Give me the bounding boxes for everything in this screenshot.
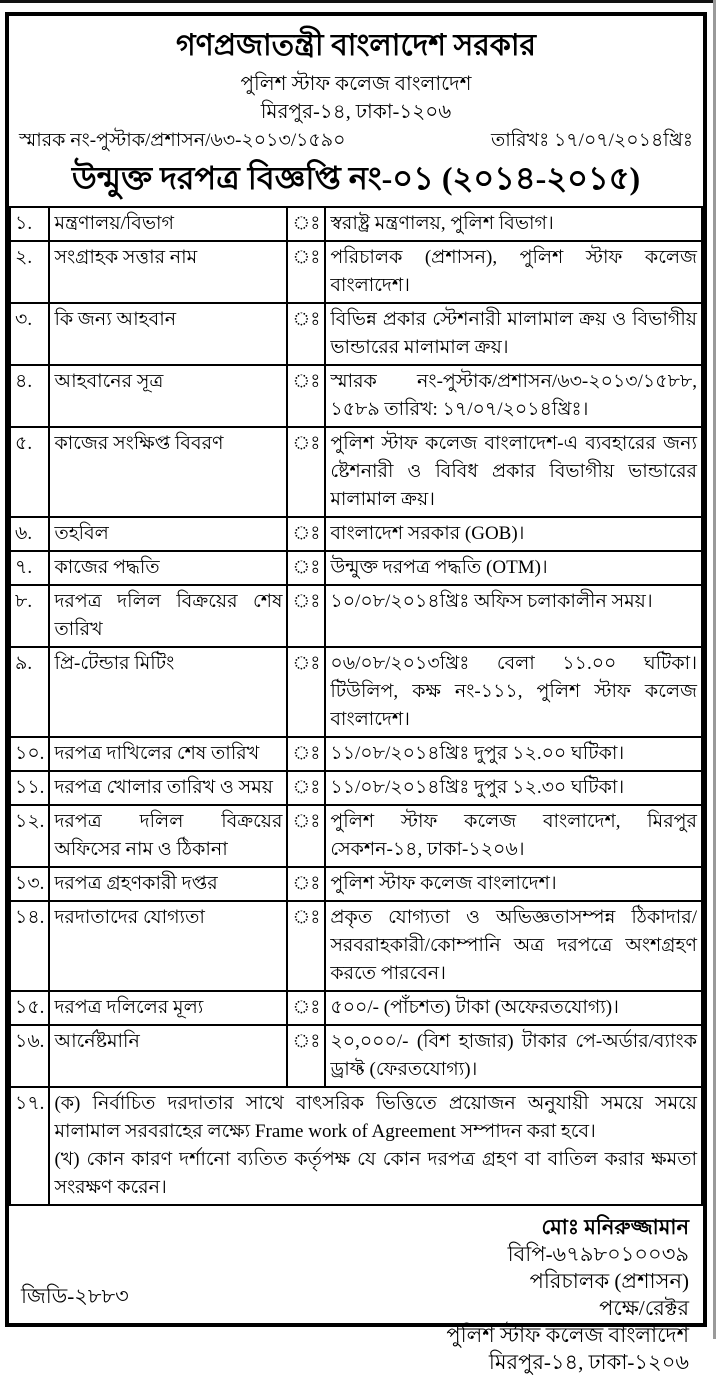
row-colon: ঃ bbox=[287, 517, 325, 551]
row-label: কাজের পদ্ধতি bbox=[49, 551, 287, 585]
row-serial: ১৬. bbox=[10, 1025, 49, 1087]
document-header bbox=[9, 16, 703, 126]
row-label: দরপত্র দলিল বিক্রয়ের শেষ তারিখ bbox=[49, 585, 287, 647]
row-value: ২০,০০০/- (বিশ হাজার) টাকার পে-অর্ডার/ব্যাংক ড্রাফ্ট (ফেরতযোগ্য)। bbox=[325, 1025, 702, 1087]
row-label: দরপত্র দলিল বিক্রয়ের অফিসের নাম ও ঠিকানা bbox=[49, 805, 287, 867]
row-label: দরপত্র দলিলের মূল্য bbox=[49, 991, 287, 1025]
row-serial: ১. bbox=[10, 207, 49, 241]
row-label: প্রি-টেন্ডার মিটিং bbox=[49, 647, 287, 737]
table-row bbox=[10, 551, 702, 585]
row-label: সংগ্রাহক সত্তার নাম bbox=[49, 241, 287, 303]
row-value: পুলিশ স্টাফ কলেজ বাংলাদেশ-এ ব্যবহারের জন্য ষ্টেশনারী ও বিবিধ প্রকার বিভাগীয় ভান্ডারের মালামাল ক্রয়। bbox=[325, 427, 702, 517]
table-row bbox=[10, 647, 702, 737]
table-row bbox=[10, 207, 702, 241]
row-colon: ঃ bbox=[287, 241, 325, 303]
row-value: পুলিশ স্টাফ কলেজ বাংলাদেশ। bbox=[325, 867, 702, 901]
memo-row bbox=[9, 126, 703, 154]
row-label: তহবিল bbox=[49, 517, 287, 551]
row-serial: ৫. bbox=[10, 427, 49, 517]
table-row bbox=[10, 241, 702, 303]
row-serial: ৩. bbox=[10, 303, 49, 365]
row-value: পরিচালক (প্রশাসন), পুলিশ স্টাফ কলেজ বাংলাদেশ। bbox=[325, 241, 702, 303]
row-colon: ঃ bbox=[287, 207, 325, 241]
row-conditions-cell bbox=[49, 1087, 702, 1205]
row-serial: ১২. bbox=[10, 805, 49, 867]
row-serial: ১৭. bbox=[10, 1087, 49, 1205]
signatory-address: মিরপুর-১৪, ঢাকা-১২০৬ bbox=[488, 1350, 689, 1374]
table-row bbox=[10, 517, 702, 551]
table-row bbox=[10, 585, 702, 647]
row-value: ১১/০৮/২০১৪খ্রিঃ দুপুর ১২.৩০ ঘটিকা। bbox=[325, 771, 702, 805]
gd-number: জিডি-২৮৮৩ bbox=[21, 1284, 129, 1308]
row-value: স্বরাষ্ট্র মন্ত্রণালয়, পুলিশ বিভাগ। bbox=[325, 207, 702, 241]
row-value: বাংলাদেশ সরকার (GOB)। bbox=[325, 517, 702, 551]
organization-name: পুলিশ স্টাফ কলেজ বাংলাদেশ bbox=[240, 73, 472, 95]
row-colon: ঃ bbox=[287, 427, 325, 517]
table-row bbox=[10, 427, 702, 517]
row-serial: ৬. bbox=[10, 517, 49, 551]
row-serial: ৮. bbox=[10, 585, 49, 647]
table-row bbox=[10, 303, 702, 365]
signatory-bp-number: বিপি-৬৭৯৮০১০০৩৯ bbox=[507, 1242, 689, 1266]
row-colon: ঃ bbox=[287, 365, 325, 427]
table-row-conditions bbox=[10, 1087, 702, 1205]
row-label: মন্ত্রণালয়/বিভাগ bbox=[49, 207, 287, 241]
scan-edge-top bbox=[0, 0, 716, 3]
row-label: দরপত্র গ্রহণকারী দপ্তর bbox=[49, 867, 287, 901]
row-label: দরপত্র দাখিলের শেষ তারিখ bbox=[49, 737, 287, 771]
row-value: ১০/০৮/২০১৪খ্রিঃ অফিস চলাকালীন সময়। bbox=[325, 585, 702, 647]
row-colon: ঃ bbox=[287, 805, 325, 867]
row-value: প্রকৃত যোগ্যতা ও অভিজ্ঞতাসম্পন্ন ঠিকাদার/সরবরাহকারী/কোম্পানি অত্র দরপত্রে অংশগ্রহণ করতে পারবেন। bbox=[325, 901, 702, 991]
row-label: কাজের সংক্ষিপ্ত বিবরণ bbox=[49, 427, 287, 517]
signatory-on-behalf: পক্ষে/রেক্টর bbox=[599, 1296, 689, 1320]
row-serial: ১০. bbox=[10, 737, 49, 771]
row-serial: ১১. bbox=[10, 771, 49, 805]
row-colon: ঃ bbox=[287, 303, 325, 365]
signatory-designation: পরিচালক (প্রশাসন) bbox=[529, 1269, 689, 1293]
row-label: আহবানের সূত্র bbox=[49, 365, 287, 427]
table-row bbox=[10, 737, 702, 771]
row-value: উন্মুক্ত দরপত্র পদ্ধতি (OTM)। bbox=[325, 551, 702, 585]
row-value: স্মারক নং-পুস্টাক/প্রশাসন/৬৩-২০১৩/১৫৮৮, ১৫৮৯ তারিখ: ১৭/০৭/২০১৪খ্রিঃ। bbox=[325, 365, 702, 427]
memo-date: তারিখঃ ১৭/০৭/২০১৪খ্রিঃ bbox=[490, 130, 693, 151]
signatory-organization: পুলিশ স্টাফ কলেজ বাংলাদেশ bbox=[446, 1323, 689, 1347]
row-label: দরদাতাদের যোগ্যতা bbox=[49, 901, 287, 991]
tender-details-table bbox=[9, 206, 703, 1206]
row-colon: ঃ bbox=[287, 771, 325, 805]
row-value: বিভিন্ন প্রকার স্টেশনারী মালামাল ক্রয় ও বিভাগীয় ভান্ডারের মালামাল ক্রয়। bbox=[325, 303, 702, 365]
row-serial: ২. bbox=[10, 241, 49, 303]
table-row bbox=[10, 1025, 702, 1087]
table-row bbox=[10, 771, 702, 805]
government-title: গণপ্রজাতন্ত্রী বাংলাদেশ সরকার bbox=[175, 29, 537, 62]
row-label: দরপত্র খোলার তারিখ ও সময় bbox=[49, 771, 287, 805]
tender-notice-document bbox=[5, 12, 707, 1374]
row-colon: ঃ bbox=[287, 1025, 325, 1087]
notice-title: উন্মুক্ত দরপত্র বিজ্ঞপ্তি নং-০১ (২০১৪-২০১৫) bbox=[71, 160, 641, 196]
row-colon: ঃ bbox=[287, 901, 325, 991]
row-colon: ঃ bbox=[287, 585, 325, 647]
organization-address: মিরপুর-১৪, ঢাকা-১২০৬ bbox=[260, 101, 452, 123]
row-colon: ঃ bbox=[287, 647, 325, 737]
table-row bbox=[10, 991, 702, 1025]
table-row bbox=[10, 867, 702, 901]
table-row bbox=[10, 901, 702, 991]
row-value: ১১/০৮/২০১৪খ্রিঃ দুপুর ১২.০০ ঘটিকা। bbox=[325, 737, 702, 771]
row-colon: ঃ bbox=[287, 991, 325, 1025]
signatory-name: মোঃ মনিরুজ্জামান bbox=[541, 1215, 689, 1239]
row-serial: ১৫. bbox=[10, 991, 49, 1025]
memo-number: স্মারক নং-পুস্টাক/প্রশাসন/৬৩-২০১৩/১৫৯০ bbox=[19, 130, 346, 151]
row-value: ৫০০/- (পাঁচশত) টাকা (অফেরতযোগ্য)। bbox=[325, 991, 702, 1025]
condition-clause-a: (ক) নির্বাচিত দরদাতার সাথে বাৎসরিক ভিত্তিতে প্রয়োজন অনুযায়ী সময়ে সময়ে মালামাল সরবরাহের লক্ষ্যে Frame work of Agreement সম্পাদন করা হবে। bbox=[54, 1093, 697, 1142]
row-label: আর্নেষ্টমানি bbox=[49, 1025, 287, 1087]
row-colon: ঃ bbox=[287, 867, 325, 901]
row-serial: ১৪. bbox=[10, 901, 49, 991]
row-serial: ৪. bbox=[10, 365, 49, 427]
row-serial: ৭. bbox=[10, 551, 49, 585]
row-value: ০৬/০৮/২০১৩খ্রিঃ বেলা ১১.০০ ঘটিকা। টিউলিপ, কক্ষ নং-১১১, পুলিশ স্টাফ কলেজ বাংলাদেশ। bbox=[325, 647, 702, 737]
table-row bbox=[10, 805, 702, 867]
condition-clause-b: (খ) কোন কারণ দর্শানো ব্যতিত কর্তৃপক্ষ যে কোন দরপত্র গ্রহণ বা বাতিল করার ক্ষমতা সংরক্ষণ করেন। bbox=[54, 1149, 697, 1198]
row-value: পুলিশ স্টাফ কলেজ বাংলাদেশ, মিরপুর সেকশন-১৪, ঢাকা-১২০৬। bbox=[325, 805, 702, 867]
row-colon: ঃ bbox=[287, 551, 325, 585]
table-row bbox=[10, 365, 702, 427]
row-serial: ১৩. bbox=[10, 867, 49, 901]
row-serial: ৯. bbox=[10, 647, 49, 737]
row-colon: ঃ bbox=[287, 737, 325, 771]
row-label: কি জন্য আহবান bbox=[49, 303, 287, 365]
